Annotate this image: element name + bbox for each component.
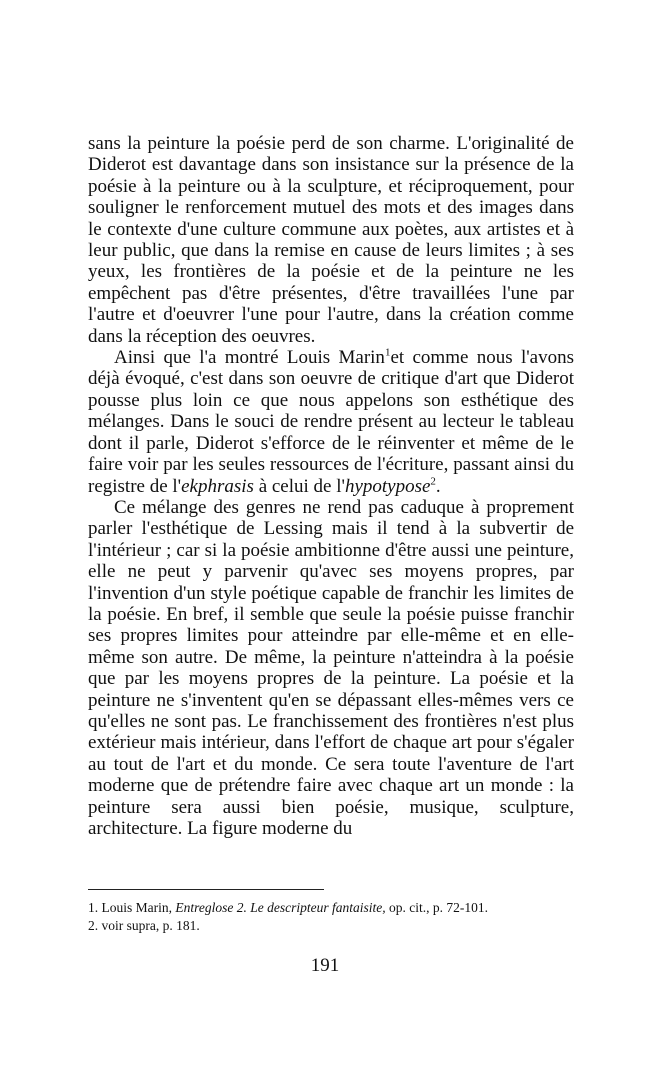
footnote-1-lead: 1. Louis Marin, (88, 900, 176, 915)
paragraph-2-text-c: à celui de l' (253, 475, 345, 497)
paragraph-2-text-d: . (435, 475, 441, 497)
paragraph-2 (88, 347, 574, 497)
footnote-1 (88, 899, 588, 917)
paragraph-1: sans la peinture la poésie perd de son charme. L'originalité de Diderot est davantage dans son insistance sur la présence de la poésie à la peinture ou à la sculpture, et réciproquement, pour souligner le renforcement mutuel des mots et des images dans le contexte d'une culture commune aux poètes, aux artistes et à leur public, que dans la remise en cause de leurs limites ; à ses yeux, les frontières de la poésie et de la peinture ne les empêchent pas d'être présentes, d'être travaillées l'une par l'autre et d'oeuvrer l'une pour l'autre, dans la création comme dans la réception des oeuvres. (88, 133, 574, 347)
term-ekphrasis: ekphrasis (181, 475, 254, 497)
footnote-ref-2: 2 (430, 475, 436, 488)
footnote-1-rest: op. cit., p. 72-101. (385, 900, 488, 915)
term-hypotypose: hypotypose (344, 475, 431, 497)
footnotes (88, 899, 588, 935)
paragraph-2-text-b: et comme nous l'avons déjà évoqué, c'est dans son oeuvre de critique d'art que Diderot pousse plus loin ce que nous appelons son esthétique des mélanges. Dans le souci de rendre présent au lecteur le tableau dont il parle, Diderot s'efforce de le réinventer et même de le faire voir par les seules ressources de l'écriture, passant ainsi du registre de l' (88, 347, 574, 497)
footnote-rule (88, 889, 324, 890)
paragraph-2-text-a: Ainsi que l'a montré Louis Marin (114, 347, 385, 369)
footnote-2: 2. voir supra, p. 181. (88, 918, 200, 933)
footnote-1-title: Entreglose 2. Le descripteur fantaisite, (175, 900, 386, 915)
paragraph-3: Ce mélange des genres ne rend pas caduque à proprement parler l'esthétique de Lessing mais il tend à la subvertir de l'intérieur ; car si la poésie ambitionne d'être aussi une peinture, elle ne peut y parvenir qu'avec ses moyens propres, par l'invention d'un style poétique capable de franchir les limites de la poésie. En bref, il semble que seule la poésie puisse franchir ses propres limites pour atteindre par elle-même et en elle-même son autre. De même, la peinture n'atteindra à la poésie que par les moyens propres de la peinture. La poésie et la peinture ne s'inventent qu'en se dépassant elles-mêmes vers ce qu'elles ne sont pas. Le franchissement des frontières n'est plus extérieur mais intérieur, dans l'effort de chaque art pour s'égaler au tout de l'art et du monde. Ce sera toute l'aventure de l'art moderne que de prétendre faire avec chaque art un monde : la peinture sera aussi bien poésie, musique, sculpture, architecture. La figure moderne du (88, 496, 574, 839)
body-text (88, 133, 574, 839)
footnote-ref-1: 1 (384, 346, 391, 359)
page-number: 191 (310, 955, 340, 976)
